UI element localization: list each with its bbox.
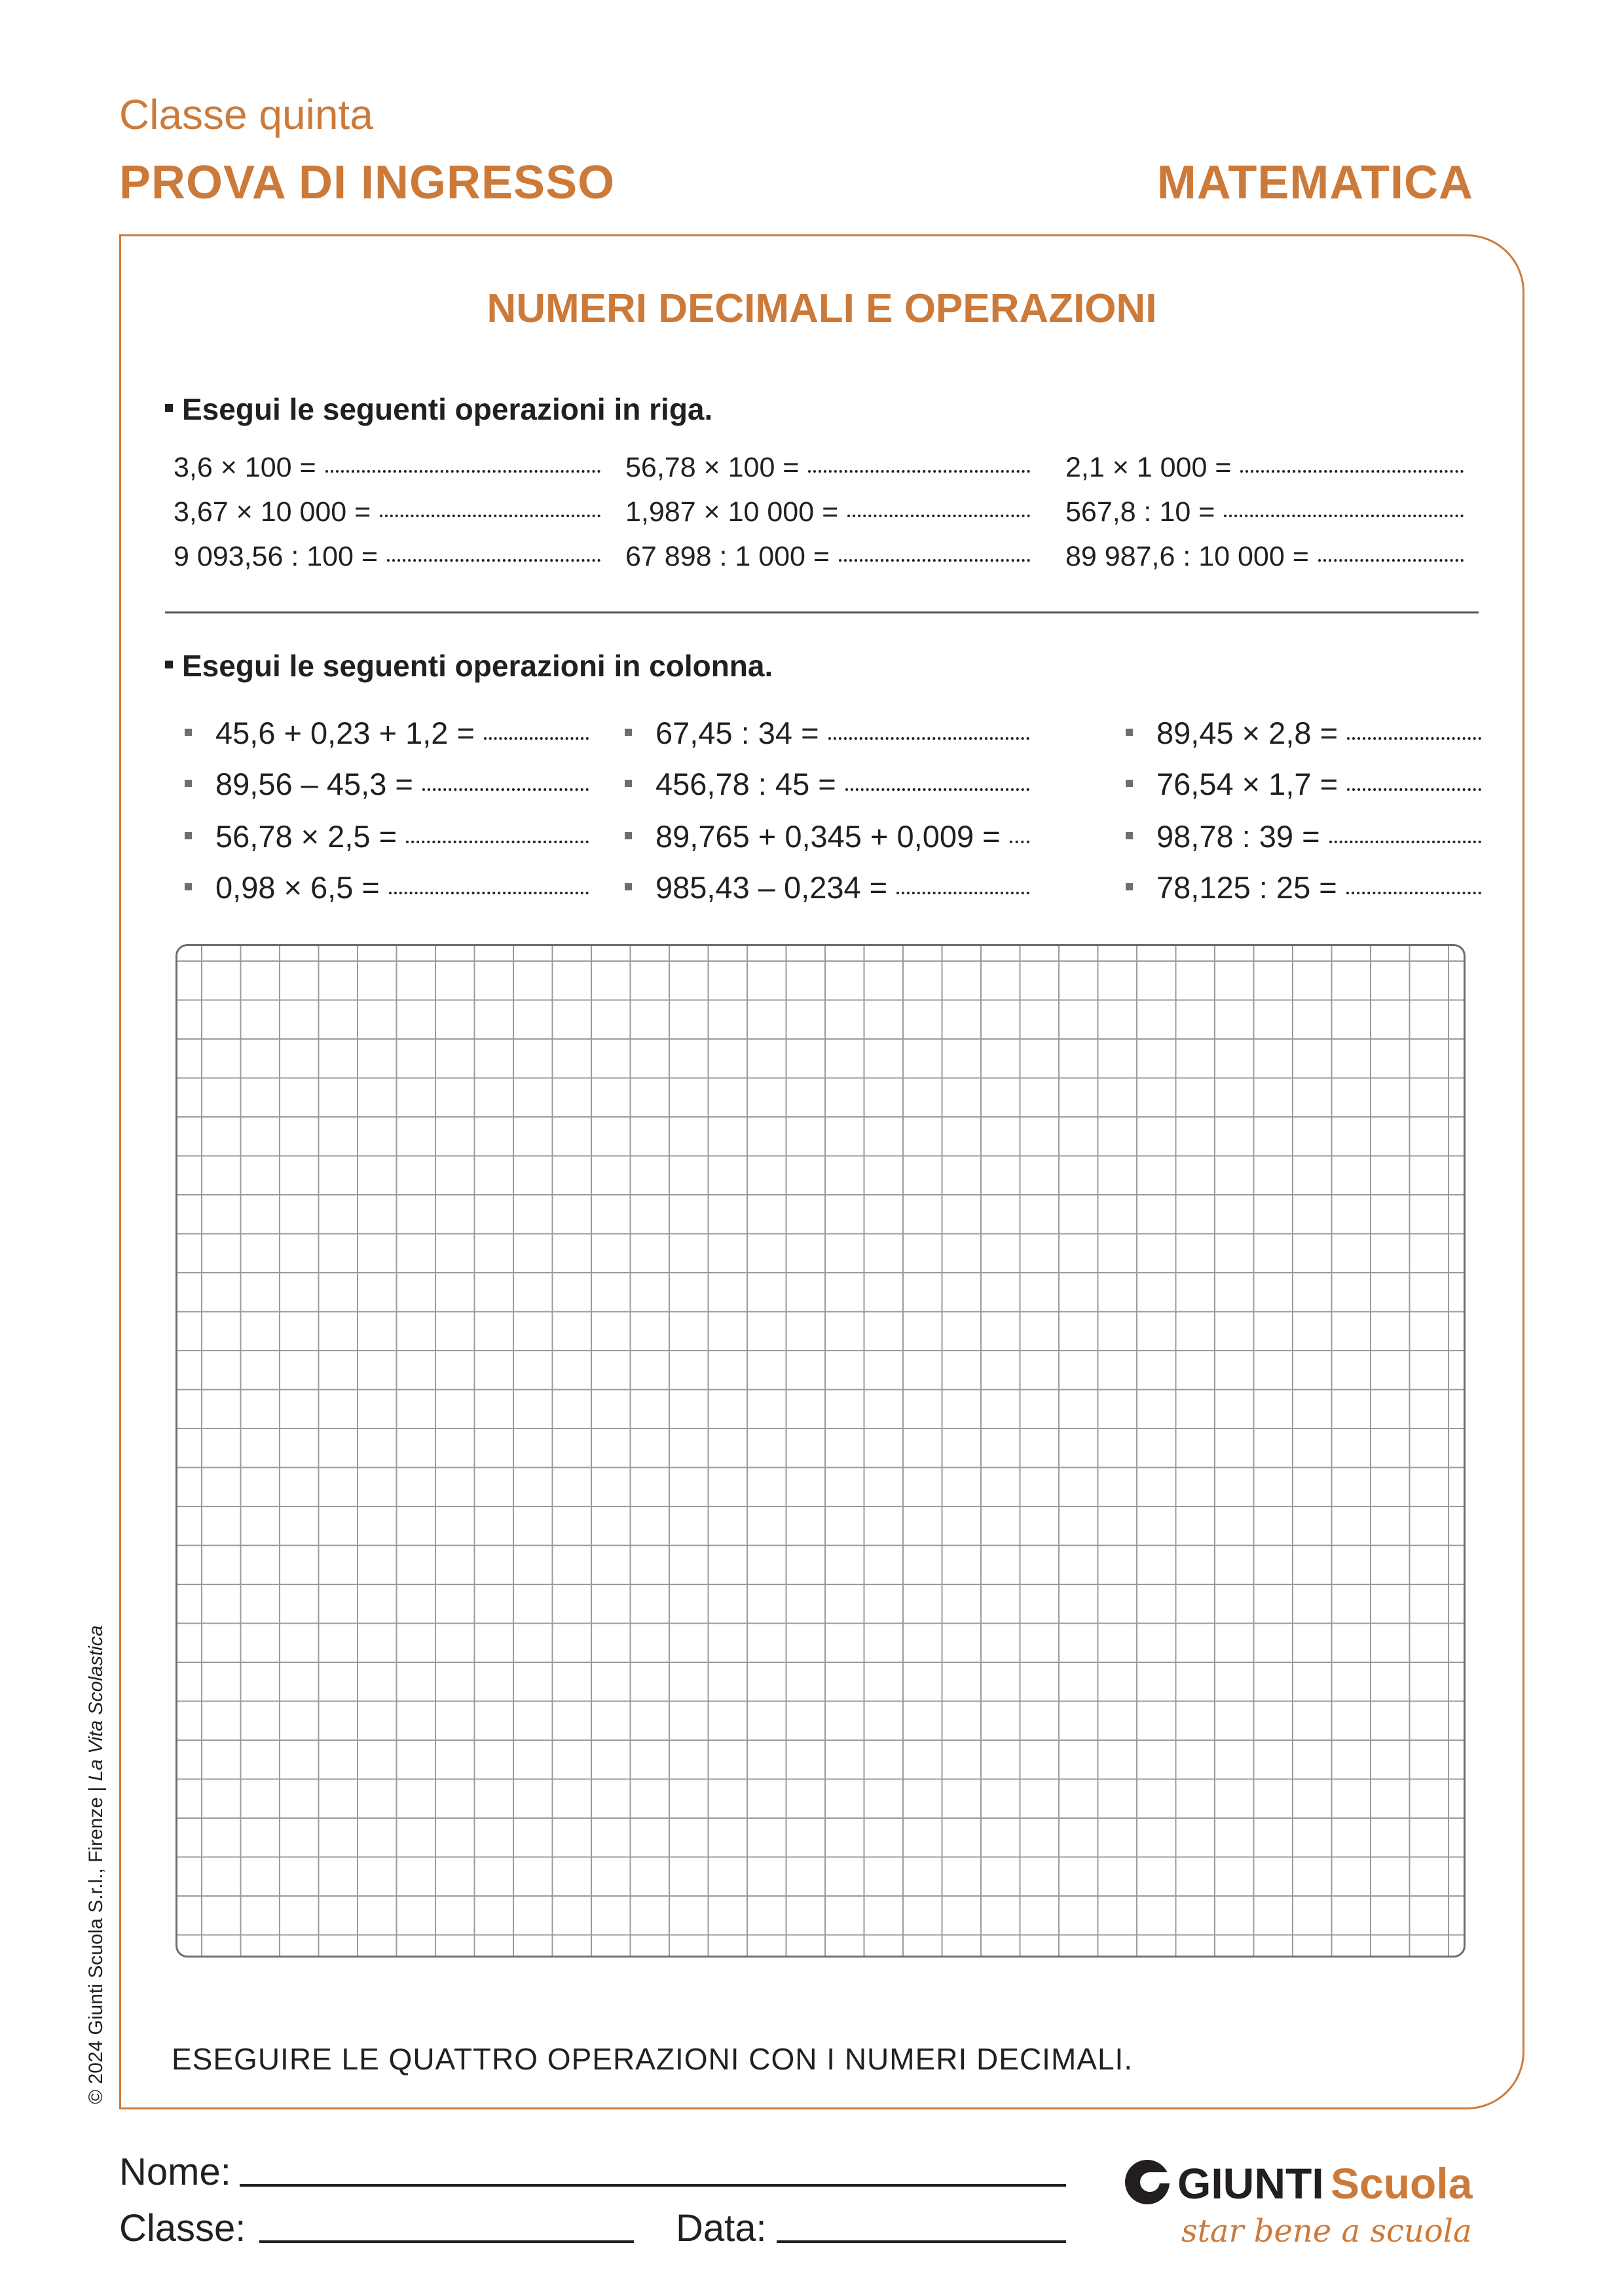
operation-text: 456,78 : 45 = [655,767,836,801]
squared-work-area[interactable] [175,944,1466,1958]
colonna-operation [185,766,589,802]
giunti-g-icon [1125,2160,1171,2204]
copyright-text: © 2024 Giunti Scuola S.r.l., Firenze | [85,1781,107,2104]
copyright-publication: La Vita Scolastica [85,1625,107,1781]
logo-brand-primary: GIUNTI [1177,2159,1324,2208]
operation-text: 567,8 : 10 = [1065,496,1215,528]
operation-text: 76,54 × 1,7 = [1156,767,1338,801]
riga-row [174,496,1464,536]
colonna-operation [625,818,1029,854]
colonna-row [185,869,1481,915]
colonna-operation [185,818,589,854]
name-label: Nome: [119,2151,231,2193]
answer-blank[interactable] [380,515,600,517]
bullet-square-icon [185,832,192,839]
answer-blank[interactable] [896,892,1029,894]
copyright-notice [85,1626,107,2104]
answer-blank[interactable] [1240,470,1464,473]
bullet-square-icon [185,780,192,787]
colonna-row [185,818,1481,864]
riga-operation [625,496,1030,528]
answer-blank[interactable] [484,737,589,740]
instruction-riga-text: Esegui le seguenti operazioni in riga. [182,392,713,426]
answer-blank[interactable] [325,470,600,473]
answer-blank[interactable] [389,892,589,894]
operation-text: 1,987 × 10 000 = [625,496,839,528]
section-divider [165,611,1479,613]
answer-blank[interactable] [1346,892,1481,894]
answer-blank[interactable] [1318,559,1464,562]
answer-blank[interactable] [845,788,1029,791]
riga-operation [625,452,1030,484]
operation-text: 985,43 – 0,234 = [655,870,888,905]
colonna-operation [185,869,589,905]
riga-operation [1065,496,1464,528]
riga-operation [174,541,600,573]
answer-blank[interactable] [1224,515,1464,517]
answer-blank[interactable] [839,559,1030,562]
answer-blank[interactable] [828,737,1029,740]
operation-text: 3,6 × 100 = [174,452,316,483]
answer-blank[interactable] [1329,841,1481,843]
bullet-square-icon [165,661,173,668]
colonna-row [185,766,1481,812]
date-field[interactable] [777,2240,1066,2243]
answer-blank[interactable] [847,515,1030,517]
bullet-square-icon [625,780,632,787]
bullet-square-icon [625,729,632,736]
class-field-label: Classe: [119,2207,246,2250]
section-title: NUMERI DECIMALI E OPERAZIONI [487,286,1157,331]
colonna-operation [1126,715,1481,751]
riga-operation [1065,452,1464,484]
instruction-colonna-text: Esegui le seguenti operazioni in colonna. [182,649,773,683]
operation-text: 98,78 : 39 = [1156,819,1320,854]
colonna-operation [625,869,1029,905]
bullet-square-icon [1126,780,1133,787]
colonna-row [185,715,1481,761]
subject-title: MATEMATICA [1156,156,1473,209]
answer-blank[interactable] [808,470,1030,473]
bullet-square-icon [625,883,632,890]
class-label: Classe quinta [119,91,373,138]
answer-blank[interactable] [406,841,589,843]
bullet-square-icon [185,729,192,736]
colonna-operation [1126,818,1481,854]
answer-blank[interactable] [387,559,600,562]
operation-text: 89 987,6 : 10 000 = [1065,541,1309,572]
operation-text: 89,765 + 0,345 + 0,009 = [655,819,1001,854]
colonna-operation [625,766,1029,802]
name-field[interactable] [240,2184,1066,2187]
operation-text: 89,45 × 2,8 = [1156,716,1338,750]
operation-text: 89,56 – 45,3 = [215,767,413,801]
riga-row [174,452,1464,491]
bullet-square-icon [625,832,632,839]
colonna-operation [1126,869,1481,905]
bullet-square-icon [165,404,173,412]
colonna-operation [185,715,589,751]
objective-note: ESEGUIRE LE QUATTRO OPERAZIONI CON I NUMERI DECIMALI. [172,2042,1134,2076]
answer-blank[interactable] [1347,788,1481,791]
riga-operation [174,496,600,528]
instruction-riga [165,392,712,427]
logo-brand-secondary: Scuola [1331,2159,1473,2208]
operation-text: 9 093,56 : 100 = [174,541,378,572]
bullet-square-icon [185,883,192,890]
operation-text: 3,67 × 10 000 = [174,496,371,528]
answer-blank[interactable] [422,788,589,791]
date-label: Data: [676,2207,767,2250]
operation-text: 56,78 × 2,5 = [215,819,397,854]
operation-text: 2,1 × 1 000 = [1065,452,1232,483]
class-field[interactable] [259,2240,634,2243]
operation-text: 56,78 × 100 = [625,452,800,483]
logo-tagline: star bene a scuola [1181,2213,1472,2250]
operation-text: 45,6 + 0,23 + 1,2 = [215,716,475,750]
bullet-square-icon [1126,729,1133,736]
bullet-square-icon [1126,883,1133,890]
riga-row [174,541,1464,580]
test-title: PROVA DI INGRESSO [119,156,616,209]
operation-text: 78,125 : 25 = [1156,870,1337,905]
riga-operation [174,452,600,484]
answer-blank[interactable] [1010,841,1029,843]
operation-text: 67 898 : 1 000 = [625,541,830,572]
instruction-colonna [165,648,773,683]
riga-operation [625,541,1030,573]
colonna-operation [1126,766,1481,802]
giunti-scuola-logo [1121,2151,1475,2250]
bullet-square-icon [1126,832,1133,839]
riga-operation [1065,541,1464,573]
colonna-operation [625,715,1029,751]
answer-blank[interactable] [1347,737,1481,740]
operation-text: 67,45 : 34 = [655,716,819,750]
operation-text: 0,98 × 6,5 = [215,870,380,905]
